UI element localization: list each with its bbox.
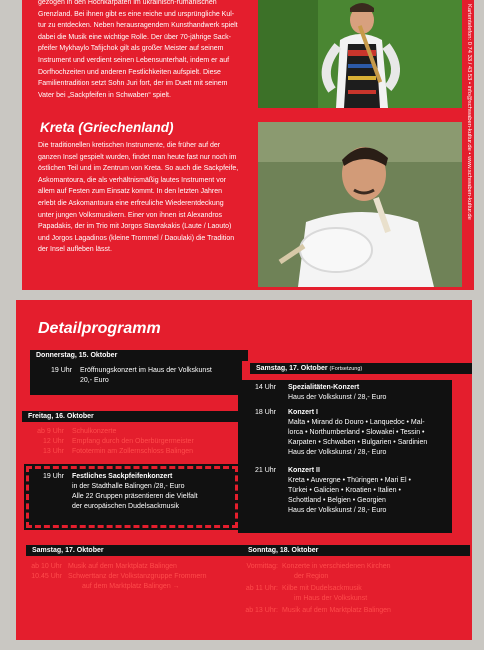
event-time: 14 Uhr	[254, 384, 276, 391]
event-line: Haus der Volkskunst / 28,- Euro	[288, 394, 387, 401]
contact-vertical-text: Kartentelefon: 0 74 33 / 43 53 • info@schwaben-kultur.de • www.schwaben-kultur.de	[466, 4, 472, 220]
event-time: 18 Uhr	[254, 409, 276, 416]
event-desc	[72, 472, 238, 512]
kreta-heading: Kreta (Griechenland)	[40, 120, 174, 135]
event-time: 21 Uhr	[254, 467, 276, 474]
kreta-line: Papadakis, der im Trio mit Jorgos Stavrakakis (Laute / Laouto)	[38, 223, 232, 231]
event-line: Kreta • Auvergne • Thüringen • Mari El •	[288, 477, 411, 484]
event-desc: im Haus der Volkskunst	[294, 595, 368, 602]
event-desc	[288, 383, 450, 403]
event-line: in der Stadthalle Balingen /28,- Euro	[72, 483, 185, 490]
day-header-samstag-continued	[250, 363, 472, 374]
event-desc	[288, 408, 450, 458]
event-time: 19 Uhr	[50, 367, 72, 374]
event-line: Karpaten • Schwaben • Bulgarien • Sardinien	[288, 439, 428, 446]
event-line: 20,- Euro	[80, 377, 109, 384]
kreta-line: unter jungen Volksmusikern. Einer von ihnen ist Alexandros	[38, 211, 223, 219]
event-desc: Konzerte in verschiedenen Kirchen	[282, 563, 391, 570]
kreta-line: und Jorgos Lagadinos (kleine Trommel / Daoulaki) die Tradition	[38, 234, 235, 242]
event-line: Malta • Mirand do Douro • Lanquedoc • Mal-	[288, 419, 425, 426]
event-line: Schottland • Belgien • Georgien	[288, 497, 386, 504]
piper-photo	[258, 0, 462, 108]
day-header-donnerstag	[30, 350, 248, 361]
intro-line: tur zu entdecken. Neben herausragendem Kunsthandwerk spielt	[38, 22, 238, 30]
event-title: Spezialitäten-Konzert	[288, 384, 360, 391]
day-header-label: Samstag, 17. Oktober	[32, 547, 104, 554]
event-time: 13 Uhr	[42, 448, 64, 455]
intro-line: Dorfhochzeiten und anderen Festlichkeiten aufspielt. Diese	[38, 68, 221, 76]
day-header-freitag	[22, 411, 248, 422]
event-time: 12 Uhr	[42, 438, 64, 445]
kreta-line: Askomantoura, die als verhältnismäßig lautes Instrument vor	[38, 176, 226, 184]
event-desc	[288, 466, 450, 516]
event-time: ab 10 Uhr	[31, 563, 62, 570]
kreta-line: der Insel aufleben lässt.	[38, 246, 112, 254]
day-header-note: (Fortsetzung)	[329, 366, 363, 372]
event-line: Haus der Volkskunst / 28,- Euro	[288, 449, 387, 456]
day-header-sonntag	[242, 545, 470, 556]
event-time: 19 Uhr	[42, 473, 64, 480]
kreta-line: allem auf Festen zum Einsatz kommt. In den letzten Jahren	[38, 188, 223, 196]
event-line: Festliches Sackpfeifenkonzert	[72, 473, 173, 480]
event-time: ab 9 Uhr	[37, 428, 64, 435]
event-line: Haus der Volkskunst / 28,- Euro	[288, 507, 387, 514]
kreta-line: ganzen Insel gespielt wurden, findet man heute fast nur noch im	[38, 153, 237, 161]
event-desc: Schulkonzerte	[72, 428, 117, 435]
intro-text	[38, 0, 248, 101]
intro-line: Grenzland. Bei ihnen gibt es eine reiche und ursprüngliche Kul-	[38, 10, 235, 18]
intro-line: dabei die Musik eine wichtige Rolle. Der über 70-jährige Sack-	[38, 33, 231, 41]
event-line: Alle 22 Gruppen präsentieren die Vielfalt	[72, 493, 198, 500]
kreta-text	[38, 140, 250, 256]
bagpiper-photo	[258, 122, 462, 287]
event-desc	[80, 366, 240, 386]
day-header-samstag	[26, 545, 246, 556]
day-header-label: Sonntag, 18. Oktober	[248, 547, 319, 554]
event-line: Eröffnungskonzert im Haus der Volkskunst	[80, 367, 212, 374]
bagpiper-illustration	[258, 122, 462, 287]
event-desc: Fototermin am Zollernschloss Balingen	[72, 448, 193, 455]
event-time: ab 11 Uhr:	[245, 585, 278, 592]
program-title: Detailprogramm	[38, 320, 161, 337]
event-line: lorca • Northumberland • Slowakei • Tessin •	[288, 429, 425, 436]
event-title: Konzert II	[288, 467, 320, 474]
event-desc: Schwerttanz der Volkstanzgruppe Frommern	[68, 573, 207, 580]
event-desc: Empfang durch den Oberbürgermeister	[72, 438, 194, 445]
event-desc: Musik auf dem Marktplatz Balingen	[68, 563, 177, 570]
day-header-label: Samstag, 17. Oktober	[256, 365, 328, 372]
top-panel	[22, 0, 474, 290]
kreta-line: Die traditionellen kretischen Instrumente, die früher auf der	[38, 142, 221, 149]
day-header-label: Freitag, 16. Oktober	[28, 413, 94, 420]
intro-line: Familientradition setzt Sohn Juri fort, der im Duett mit seinem	[38, 80, 228, 88]
event-desc: der Region	[294, 573, 329, 580]
event-time: 10.45 Uhr	[31, 573, 62, 580]
intro-line: Vater bei „Sackpfeifen in Schwaben“ spielt.	[38, 91, 171, 99]
program-panel	[16, 300, 472, 640]
event-time: Vormittag:	[246, 563, 278, 570]
event-desc: auf dem Marktplatz Balingen →	[82, 583, 180, 590]
event-line: der europäischen Dudelsackmusik	[72, 503, 179, 510]
event-line: Türkei • Galicien • Kroatien • Italien •	[288, 487, 401, 494]
piper-illustration	[258, 0, 462, 108]
intro-line: gezogen in den Hochkarpaten im ukrainisch-rumänischen	[38, 0, 217, 6]
event-desc: Kilbe mit Dudelsackmusik	[282, 585, 362, 592]
kreta-line: erlebt die Askomantoura eine erfreuliche Wiederentdeckung	[38, 199, 224, 207]
intro-line: pfeifer Mykhaylo Tafijchok gilt als großer Meister auf seinem	[38, 45, 224, 53]
kreta-line: östlichen Teil und im Zentrum von Kreta. So auch die Sackpfeife,	[38, 165, 239, 173]
event-title: Konzert I	[288, 409, 318, 416]
day-header-label: Donnerstag, 15. Oktober	[36, 352, 118, 359]
intro-line: Instrument und verdient seinen Lebensunterhalt, indem er auf	[38, 56, 230, 64]
event-desc: Musik auf dem Marktplatz Balingen	[282, 607, 391, 614]
event-time: ab 13 Uhr:	[245, 607, 278, 614]
